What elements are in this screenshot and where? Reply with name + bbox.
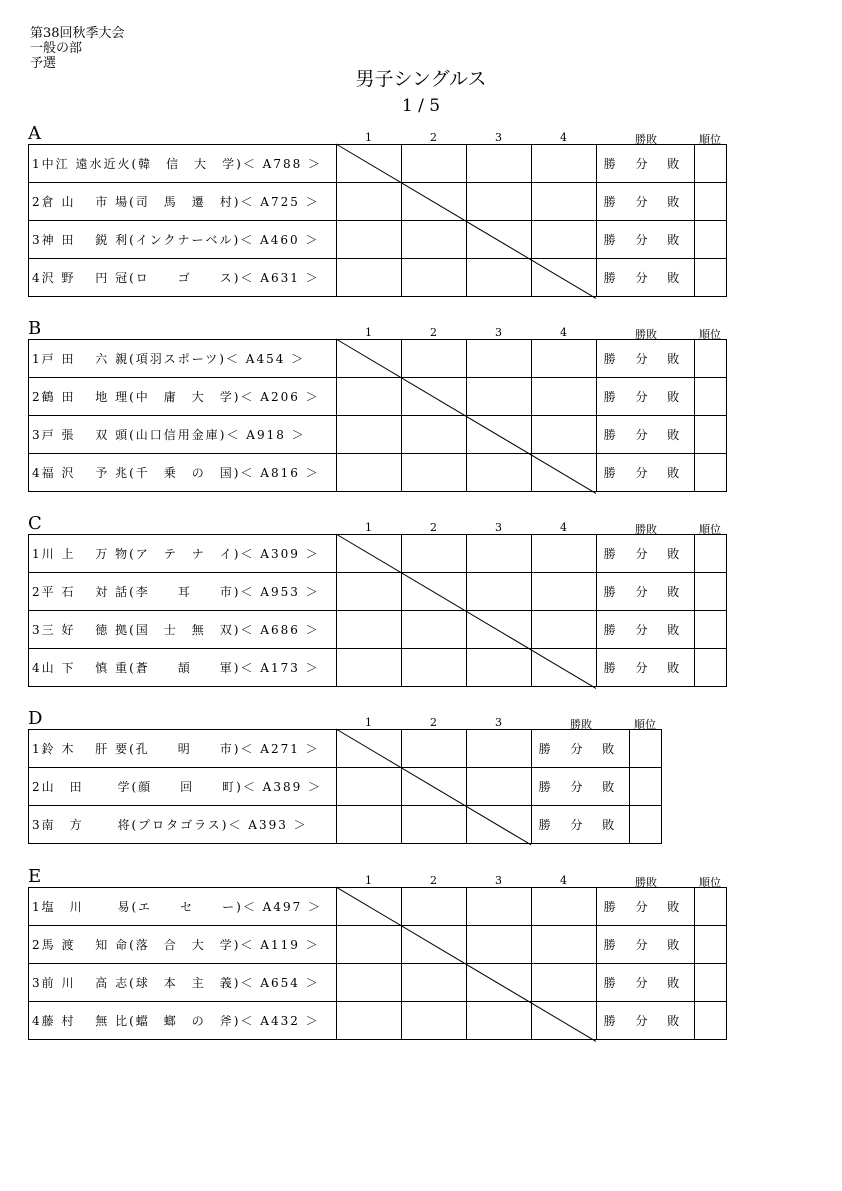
rank-cell — [695, 535, 727, 573]
rank-cell — [695, 340, 727, 378]
diagonal-line — [336, 534, 596, 688]
win-loss-header: 勝敗 — [635, 876, 657, 889]
opponent-column-header: 3 — [495, 874, 502, 887]
player-entry — [29, 806, 337, 844]
win-loss-header: 勝敗 — [635, 328, 657, 341]
opponent-column-header: 4 — [560, 874, 567, 887]
player-name: 山 下 慎 重 — [41, 661, 130, 675]
opponent-column-header: 1 — [365, 716, 372, 729]
rank-cell — [695, 259, 727, 297]
player-number: 2 — [32, 390, 42, 404]
player-team: (落 合 大 学) — [129, 938, 241, 952]
player-entry — [29, 340, 337, 378]
player-name: 南 方 将 — [41, 818, 132, 832]
player-number: 2 — [32, 780, 42, 794]
player-name: 三 好 徳 拠 — [41, 623, 130, 637]
opponent-column-header: 2 — [430, 326, 437, 339]
player-entry — [29, 888, 337, 926]
player-entry — [29, 378, 337, 416]
player-team: (球 本 主 義) — [129, 976, 241, 990]
win-draw-loss-cell: 勝 分 敗 — [597, 145, 695, 183]
rank-cell — [630, 730, 662, 768]
win-draw-loss-cell: 勝 分 敗 — [597, 611, 695, 649]
win-draw-loss-cell: 勝 分 敗 — [597, 535, 695, 573]
win-draw-loss-cell: 勝 分 敗 — [597, 340, 695, 378]
player-team: (ロ ゴ ス) — [129, 271, 241, 285]
diagonal-line — [336, 144, 596, 298]
player-number: 2 — [32, 195, 42, 209]
win-draw-loss-cell: 勝 分 敗 — [597, 221, 695, 259]
player-entry — [29, 183, 337, 221]
player-code: ＜ A725 ＞ — [240, 195, 320, 209]
opponent-column-header: 1 — [365, 326, 372, 339]
rank-cell — [695, 926, 727, 964]
player-name: 沢 野 円 冠 — [41, 271, 130, 285]
player-name: 戸 張 双 頭 — [41, 428, 130, 442]
player-entry — [29, 926, 337, 964]
player-team: (プロタゴラス) — [131, 818, 229, 832]
player-team: (蒼 頡 軍) — [129, 661, 241, 675]
group-letter: E — [28, 866, 42, 887]
player-entry — [29, 221, 337, 259]
player-code: ＜ A432 ＞ — [240, 1014, 320, 1028]
diagonal-line — [336, 729, 531, 845]
player-entry — [29, 1002, 337, 1040]
player-number: 1 — [32, 900, 42, 914]
player-number: 3 — [32, 818, 42, 832]
opponent-column-header: 1 — [365, 131, 372, 144]
player-code: ＜ A460 ＞ — [240, 233, 320, 247]
player-name: 前 川 高 志 — [41, 976, 130, 990]
win-loss-header: 勝敗 — [635, 523, 657, 536]
player-number: 2 — [32, 585, 42, 599]
player-team: (山口信用金庫) — [129, 428, 227, 442]
player-code: ＜ A119 ＞ — [240, 938, 320, 952]
win-draw-loss-cell: 勝 分 敗 — [597, 964, 695, 1002]
diagonal-line — [336, 887, 596, 1041]
opponent-column-header: 3 — [495, 131, 502, 144]
win-draw-loss-cell: 勝 分 敗 — [597, 649, 695, 687]
player-name: 川 上 万 物 — [41, 547, 130, 561]
opponent-column-header: 3 — [495, 521, 502, 534]
player-number: 2 — [32, 938, 42, 952]
page-indicator: 1 / 5 — [401, 96, 441, 116]
player-name: 福 沢 予 兆 — [41, 466, 130, 480]
rank-cell — [695, 573, 727, 611]
opponent-column-header: 1 — [365, 521, 372, 534]
win-draw-loss-cell: 勝 分 敗 — [597, 888, 695, 926]
self-match-diagonal — [336, 144, 596, 298]
rank-cell — [695, 221, 727, 259]
player-team: (顔 回 町) — [131, 780, 243, 794]
player-code: ＜ A654 ＞ — [240, 976, 320, 990]
player-team: (国 士 無 双) — [129, 623, 241, 637]
win-draw-loss-cell: 勝 分 敗 — [597, 378, 695, 416]
player-name: 戸 田 六 親 — [41, 352, 130, 366]
group-letter: A — [28, 123, 41, 144]
player-name: 鈴 木 肝 要 — [41, 742, 130, 756]
player-entry — [29, 416, 337, 454]
opponent-column-header: 3 — [495, 326, 502, 339]
rank-cell — [695, 888, 727, 926]
win-draw-loss-cell: 勝 分 敗 — [532, 730, 630, 768]
opponent-column-header: 4 — [560, 131, 567, 144]
player-number: 4 — [32, 466, 42, 480]
opponent-column-header: 2 — [430, 874, 437, 887]
player-number: 1 — [32, 157, 42, 171]
player-code: ＜ A309 ＞ — [240, 547, 320, 561]
win-draw-loss-cell: 勝 分 敗 — [597, 926, 695, 964]
player-code: ＜ A173 ＞ — [240, 661, 320, 675]
player-entry — [29, 964, 337, 1002]
player-code: ＜ A497 ＞ — [242, 900, 323, 914]
player-entry — [29, 535, 337, 573]
player-code: ＜ A631 ＞ — [240, 271, 320, 285]
player-name: 塩 川 易 — [41, 900, 132, 914]
player-number: 1 — [32, 547, 42, 561]
rank-cell — [630, 806, 662, 844]
player-team: (中 庸 大 学) — [129, 390, 241, 404]
player-team: (韓 信 大 学) — [131, 157, 243, 171]
player-name: 藤 村 無 比 — [41, 1014, 130, 1028]
player-name: 平 石 対 話 — [41, 585, 130, 599]
rank-cell — [695, 649, 727, 687]
player-team: (項羽スポーツ) — [129, 352, 226, 366]
opponent-column-header: 4 — [560, 326, 567, 339]
player-code: ＜ A389 ＞ — [242, 780, 323, 794]
player-entry — [29, 145, 337, 183]
player-code: ＜ A788 ＞ — [242, 157, 323, 171]
win-loss-header: 勝敗 — [635, 133, 657, 146]
player-team: (孔 明 市) — [129, 742, 241, 756]
player-entry — [29, 573, 337, 611]
opponent-column-header: 2 — [430, 521, 437, 534]
rank-cell — [695, 416, 727, 454]
player-name: 鶴 田 地 理 — [41, 390, 130, 404]
rank-header: 順位 — [699, 523, 721, 536]
player-code: ＜ A271 ＞ — [240, 742, 320, 756]
rank-header: 順位 — [699, 133, 721, 146]
rank-header: 順位 — [634, 718, 656, 731]
player-entry — [29, 454, 337, 492]
event-title: 男子シングルス — [355, 68, 487, 90]
player-entry — [29, 259, 337, 297]
player-number: 4 — [32, 661, 42, 675]
rank-cell — [695, 183, 727, 221]
win-draw-loss-cell: 勝 分 敗 — [597, 1002, 695, 1040]
self-match-diagonal — [336, 339, 596, 493]
player-number: 1 — [32, 352, 42, 366]
player-name: 倉 山 市 場 — [41, 195, 130, 209]
player-team: (エ セ ー) — [131, 900, 243, 914]
rank-cell — [695, 145, 727, 183]
rank-cell — [695, 964, 727, 1002]
division-name: 一般の部 — [30, 41, 83, 56]
win-loss-header: 勝敗 — [570, 718, 592, 731]
opponent-column-header: 3 — [495, 716, 502, 729]
opponent-column-header: 2 — [430, 131, 437, 144]
player-code: ＜ A918 ＞ — [226, 428, 306, 442]
player-number: 3 — [32, 976, 42, 990]
tournament-name: 第38回秋季大会 — [30, 26, 125, 41]
rank-header: 順位 — [699, 328, 721, 341]
player-number: 3 — [32, 428, 42, 442]
rank-cell — [695, 454, 727, 492]
group-letter: B — [28, 318, 42, 339]
win-draw-loss-cell: 勝 分 敗 — [597, 183, 695, 221]
win-draw-loss-cell: 勝 分 敗 — [597, 573, 695, 611]
win-draw-loss-cell: 勝 分 敗 — [597, 416, 695, 454]
player-name: 中江 遠水近火 — [41, 157, 132, 171]
player-team: (ア テ ナ イ) — [129, 547, 241, 561]
player-entry — [29, 611, 337, 649]
player-entry — [29, 730, 337, 768]
player-number: 4 — [32, 1014, 42, 1028]
player-team: (インクナーベル) — [129, 233, 241, 247]
player-number: 3 — [32, 623, 42, 637]
player-team: (司 馬 遷 村) — [129, 195, 241, 209]
win-draw-loss-cell: 勝 分 敗 — [532, 768, 630, 806]
opponent-column-header: 4 — [560, 521, 567, 534]
rank-cell — [695, 1002, 727, 1040]
player-name: 神 田 鋭 利 — [41, 233, 130, 247]
win-draw-loss-cell: 勝 分 敗 — [597, 259, 695, 297]
self-match-diagonal — [336, 729, 531, 845]
group-letter: D — [28, 708, 43, 729]
player-entry — [29, 649, 337, 687]
player-team: (李 耳 市) — [129, 585, 241, 599]
player-number: 3 — [32, 233, 42, 247]
self-match-diagonal — [336, 887, 596, 1041]
opponent-column-header: 1 — [365, 874, 372, 887]
player-code: ＜ A686 ＞ — [240, 623, 320, 637]
player-name: 馬 渡 知 命 — [41, 938, 130, 952]
player-code: ＜ A953 ＞ — [240, 585, 320, 599]
player-code: ＜ A393 ＞ — [228, 818, 308, 832]
player-name: 山 田 学 — [41, 780, 132, 794]
self-match-diagonal — [336, 534, 596, 688]
rank-cell — [630, 768, 662, 806]
player-team: (千 乗 の 国) — [129, 466, 241, 480]
player-team: (蟷 螂 の 斧) — [129, 1014, 241, 1028]
opponent-column-header: 2 — [430, 716, 437, 729]
player-number: 1 — [32, 742, 42, 756]
diagonal-line — [336, 339, 596, 493]
rank-cell — [695, 611, 727, 649]
player-number: 4 — [32, 271, 42, 285]
player-code: ＜ A206 ＞ — [240, 390, 320, 404]
win-draw-loss-cell: 勝 分 敗 — [597, 454, 695, 492]
rank-header: 順位 — [699, 876, 721, 889]
player-code: ＜ A454 ＞ — [225, 352, 306, 366]
round-name: 予選 — [30, 56, 57, 71]
player-entry — [29, 768, 337, 806]
player-code: ＜ A816 ＞ — [240, 466, 320, 480]
win-draw-loss-cell: 勝 分 敗 — [532, 806, 630, 844]
rank-cell — [695, 378, 727, 416]
group-letter: C — [28, 513, 42, 534]
